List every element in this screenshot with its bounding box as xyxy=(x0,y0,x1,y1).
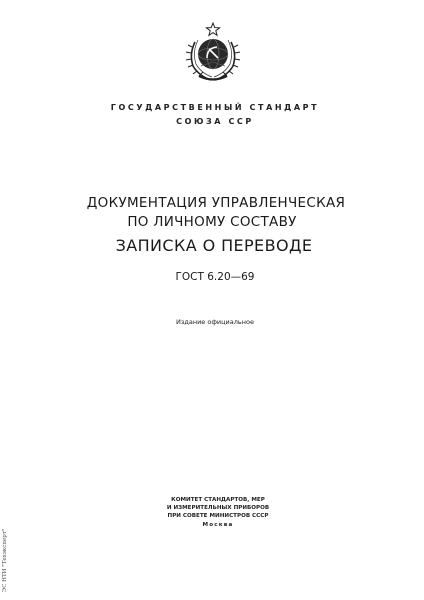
document-title-line2: ПО ЛИЧНОМУ СОСТАВУ xyxy=(127,214,297,230)
document-number: ГОСТ 6.20—69 xyxy=(175,271,255,283)
publisher-line1: КОМИТЕТ СТАНДАРТОВ, МЕР xyxy=(171,497,265,503)
side-watermark-stamp xyxy=(2,520,12,592)
standard-header-line1: ГОСУДАРСТВЕННЫЙ СТАНДАРТ xyxy=(110,103,320,112)
edition-note: Издание официальное xyxy=(176,318,254,326)
publisher-city: Москва xyxy=(202,521,234,528)
side-stamp-text: ЭС НТИ "Техэксперт" xyxy=(2,528,8,592)
publisher-line2: И ИЗМЕРИТЕЛЬНЫХ ПРИБОРОВ xyxy=(166,505,270,512)
document-title-line1: ДОКУМЕНТАЦИЯ УПРАВЛЕНЧЕСКАЯ xyxy=(86,195,346,211)
ussr-coat-of-arms-icon xyxy=(181,22,245,84)
standard-header-line2: СОЮЗА ССР xyxy=(176,117,254,126)
publisher-block xyxy=(0,496,424,529)
publisher-line3: ПРИ СОВЕТЕ МИНИСТРОВ СССР xyxy=(167,513,269,520)
document-title-line3: ЗАПИСКА О ПЕРЕВОДЕ xyxy=(115,236,313,255)
